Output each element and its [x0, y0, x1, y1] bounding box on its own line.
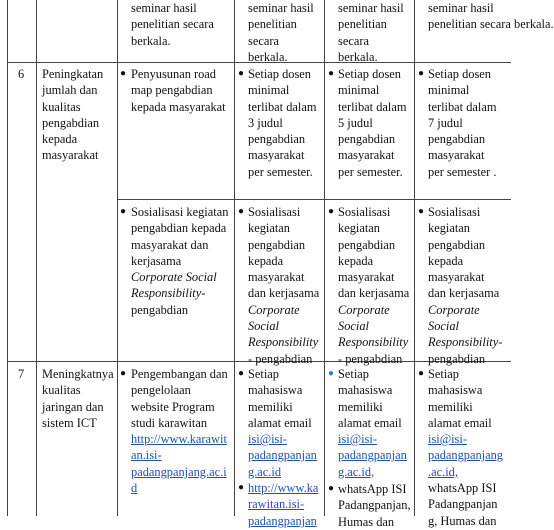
text-line: Social [338, 319, 369, 334]
text-line: memiliki [428, 399, 473, 414]
text-line: jaringan dan [42, 399, 104, 414]
text-line: Responsibility [338, 335, 409, 350]
text-line: kegiatan [428, 221, 470, 236]
text-line: alamat email [338, 415, 402, 430]
text-line: minimal [338, 83, 380, 98]
text-line: Corporate [428, 302, 480, 317]
text-line: map pengabdian [131, 83, 213, 98]
text-line: secara [248, 33, 279, 48]
bullet-icon: ● [238, 482, 245, 493]
text-line: pengabdian [42, 115, 100, 130]
text-line: per semester . [428, 164, 497, 179]
website-link[interactable]: an.isi- [131, 448, 162, 463]
bullet-icon: ● [120, 206, 127, 217]
email-link[interactable]: padangpanjan [338, 448, 407, 463]
text-line: kualitas [42, 383, 81, 398]
row6-number: 6 [18, 67, 25, 81]
text-line: masyarakat [248, 270, 305, 285]
text-line: masyarakat [338, 270, 395, 285]
bullet-icon: ● [418, 368, 425, 379]
text-line: penelitian secara [131, 17, 214, 32]
text-line: mahasiswa [248, 383, 303, 398]
text-line: Pengembangan dan [131, 367, 228, 381]
text-line: Corporate [338, 302, 390, 317]
text-line: Setiap dosen [248, 67, 311, 81]
bullet-icon: ● [120, 368, 127, 379]
text-line: Setiap dosen [428, 67, 491, 81]
list-item [328, 66, 406, 180]
text-line: kepada [248, 253, 284, 268]
list-item [418, 204, 502, 367]
text-line: penelitian [338, 17, 387, 32]
bullet-icon: ● [238, 206, 245, 217]
text-line: Corporate [248, 302, 300, 317]
text-line: Penyusunan road [131, 67, 216, 81]
list-item [238, 366, 317, 480]
text-line: whatsApp ISI [338, 482, 407, 496]
text-line: masyarakat [42, 148, 99, 163]
text-line: Setiap [248, 367, 279, 381]
text-line: - [498, 335, 503, 350]
website-link[interactable]: d [131, 481, 138, 496]
text-line: Setiap dosen [338, 67, 401, 81]
text-line: kepada masyarakat [131, 99, 226, 114]
text-line: pengabdian [428, 132, 486, 147]
text-line: masyarakat [428, 270, 485, 285]
table-border-col3 [234, 0, 235, 516]
website-link[interactable]: padangpanjan [248, 513, 317, 528]
text-line: website Program [131, 399, 215, 414]
text-line: seminar hasil [131, 1, 197, 15]
text-line: whatsApp ISI [428, 481, 497, 496]
text-line: 7 judul [428, 115, 463, 130]
text-line: pengabdian kepada [131, 221, 227, 236]
text-line: kegiatan [248, 221, 290, 236]
text-line: pengelolaan [131, 383, 191, 398]
text-line: kegiatan [338, 221, 380, 236]
text-line: pengabdian [428, 351, 486, 366]
row6-title [42, 66, 103, 164]
list-item [328, 481, 411, 530]
text-line: penelitian [248, 17, 297, 32]
bullet-icon: ● [328, 368, 335, 379]
text-line: studi karawitan [131, 415, 208, 430]
website-link[interactable]: rawitan.isi- [248, 497, 305, 512]
list-item [238, 66, 316, 180]
text-line: masyarakat [248, 148, 305, 163]
list-item [120, 366, 228, 496]
bullet-icon: ● [418, 206, 425, 217]
text-line: minimal [428, 83, 470, 98]
text-line: seminar hasil [338, 1, 404, 15]
text-line: alamat email [248, 415, 312, 430]
text-line: memiliki [248, 399, 293, 414]
text-line: g, Humas dan [428, 513, 497, 528]
text-line: penelitian secara berkala. [428, 17, 554, 32]
email-link[interactable]: isi@isi- [338, 432, 377, 447]
text-line: pengabdian [248, 237, 306, 252]
text-line: pengabdian [248, 132, 306, 147]
text-line: Responsibility [131, 286, 202, 301]
top-row-target2-cell [338, 0, 404, 65]
text-line: - [201, 286, 206, 301]
table-border-col5 [414, 0, 415, 516]
text-line: kualitas [42, 99, 81, 114]
bullet-icon: ● [238, 368, 245, 379]
text-line: Padangpanjan, [338, 498, 411, 513]
top-row-target3-cell [428, 0, 554, 33]
text-line: memiliki [338, 399, 383, 414]
text-line: dan kerjasama [248, 286, 320, 301]
text-line: minimal [248, 83, 290, 98]
text-line: berkala. [131, 33, 171, 48]
text-line: mahasiswa [338, 383, 393, 398]
text-line: kepada [338, 253, 374, 268]
email-link[interactable]: g.ac.id, [338, 464, 375, 479]
row7-number: 7 [18, 367, 25, 381]
text-line: Setiap [428, 367, 459, 381]
list-item [238, 204, 319, 367]
text-line: berkala. [248, 49, 288, 64]
email-link[interactable]: padangpanjan [248, 448, 317, 463]
text-line: pengabdian [428, 237, 486, 252]
list-item [120, 66, 226, 115]
website-link[interactable]: padangpanjang.ac.i [131, 464, 227, 479]
email-link[interactable]: g.ac.id [248, 464, 282, 479]
text-line: mahasiswa [428, 383, 483, 398]
text-line: terlibat dalam [428, 99, 497, 114]
website-link[interactable]: http://www.ka [248, 481, 319, 495]
text-line: masyarakat [338, 148, 395, 163]
text-line: - pengabdian [338, 351, 403, 366]
list-item [418, 66, 496, 180]
website-link[interactable]: http://www.karawit [131, 432, 227, 447]
text-line: seminar hasil [428, 1, 494, 15]
text-line: Responsibility [428, 335, 499, 350]
text-line: berkala. [338, 49, 378, 64]
text-line: - pengabdian [248, 351, 313, 366]
table-border-col2 [117, 0, 118, 516]
table-border-col4 [324, 0, 325, 516]
text-line: sistem ICT [42, 415, 97, 430]
text-line: secara [338, 33, 369, 48]
text-line: Social [428, 319, 459, 334]
text-line: Corporate Social [131, 270, 217, 285]
text-line: terlibat dalam [248, 99, 317, 114]
text-line: Sosialisasi [248, 205, 301, 219]
text-line: dan kerjasama [338, 286, 410, 301]
table-border-row6-sub [117, 199, 511, 200]
email-link[interactable]: padangpanjang [428, 448, 504, 463]
table-border-col1 [36, 0, 37, 516]
list-item [418, 366, 503, 529]
row7-title [42, 366, 114, 431]
text-line: Peningkatan [42, 67, 104, 81]
text-line: per semester. [248, 164, 313, 179]
text-line: Responsibility [248, 335, 319, 350]
text-line: pengabdian [131, 302, 189, 317]
text-line: kepada [42, 132, 78, 147]
bullet-icon: ● [328, 206, 335, 217]
list-item [120, 204, 228, 318]
text-line: Sosialisasi kegiatan [131, 205, 229, 219]
text-line: pengabdian [338, 132, 396, 147]
email-link[interactable]: isi@isi- [248, 432, 287, 447]
bullet-icon: ● [120, 68, 127, 79]
top-row-target1-cell [248, 0, 314, 65]
text-line: masyarakat dan [131, 237, 209, 252]
bullet-icon: ● [418, 68, 425, 79]
top-row-strategy-cell [131, 0, 214, 49]
bullet-icon: ● [328, 68, 335, 79]
bullet-icon: ● [238, 68, 245, 79]
email-link[interactable]: isi@isi- [428, 432, 467, 447]
text-line: pengabdian [338, 237, 396, 252]
list-item [328, 204, 409, 367]
text-line: per semester. [338, 164, 403, 179]
text-line: Sosialisasi [428, 205, 481, 219]
bullet-icon: ● [328, 483, 335, 494]
text-line: Sosialisasi [338, 205, 391, 219]
text-line: Meningkatnya [42, 367, 114, 381]
table-border-left [7, 0, 8, 516]
email-link[interactable]: .ac.id, [428, 464, 458, 479]
text-line: kerjasama [131, 253, 182, 268]
list-item [328, 366, 407, 480]
text-line: masyarakat [428, 148, 485, 163]
text-line: Social [248, 319, 279, 334]
text-line: Setiap [338, 367, 369, 381]
text-line: alamat email [428, 415, 492, 430]
text-line: terlibat dalam [338, 99, 407, 114]
text-line: Padangpanjan [428, 497, 498, 512]
text-line: seminar hasil [248, 1, 314, 15]
text-line: jumlah dan [42, 83, 98, 98]
text-line: dan kerjasama [428, 286, 500, 301]
text-line: kepada [428, 253, 464, 268]
text-line: 5 judul [338, 115, 373, 130]
text-line: 3 judul [248, 115, 283, 130]
text-line: Humas dan [338, 514, 395, 529]
list-item [238, 480, 318, 529]
